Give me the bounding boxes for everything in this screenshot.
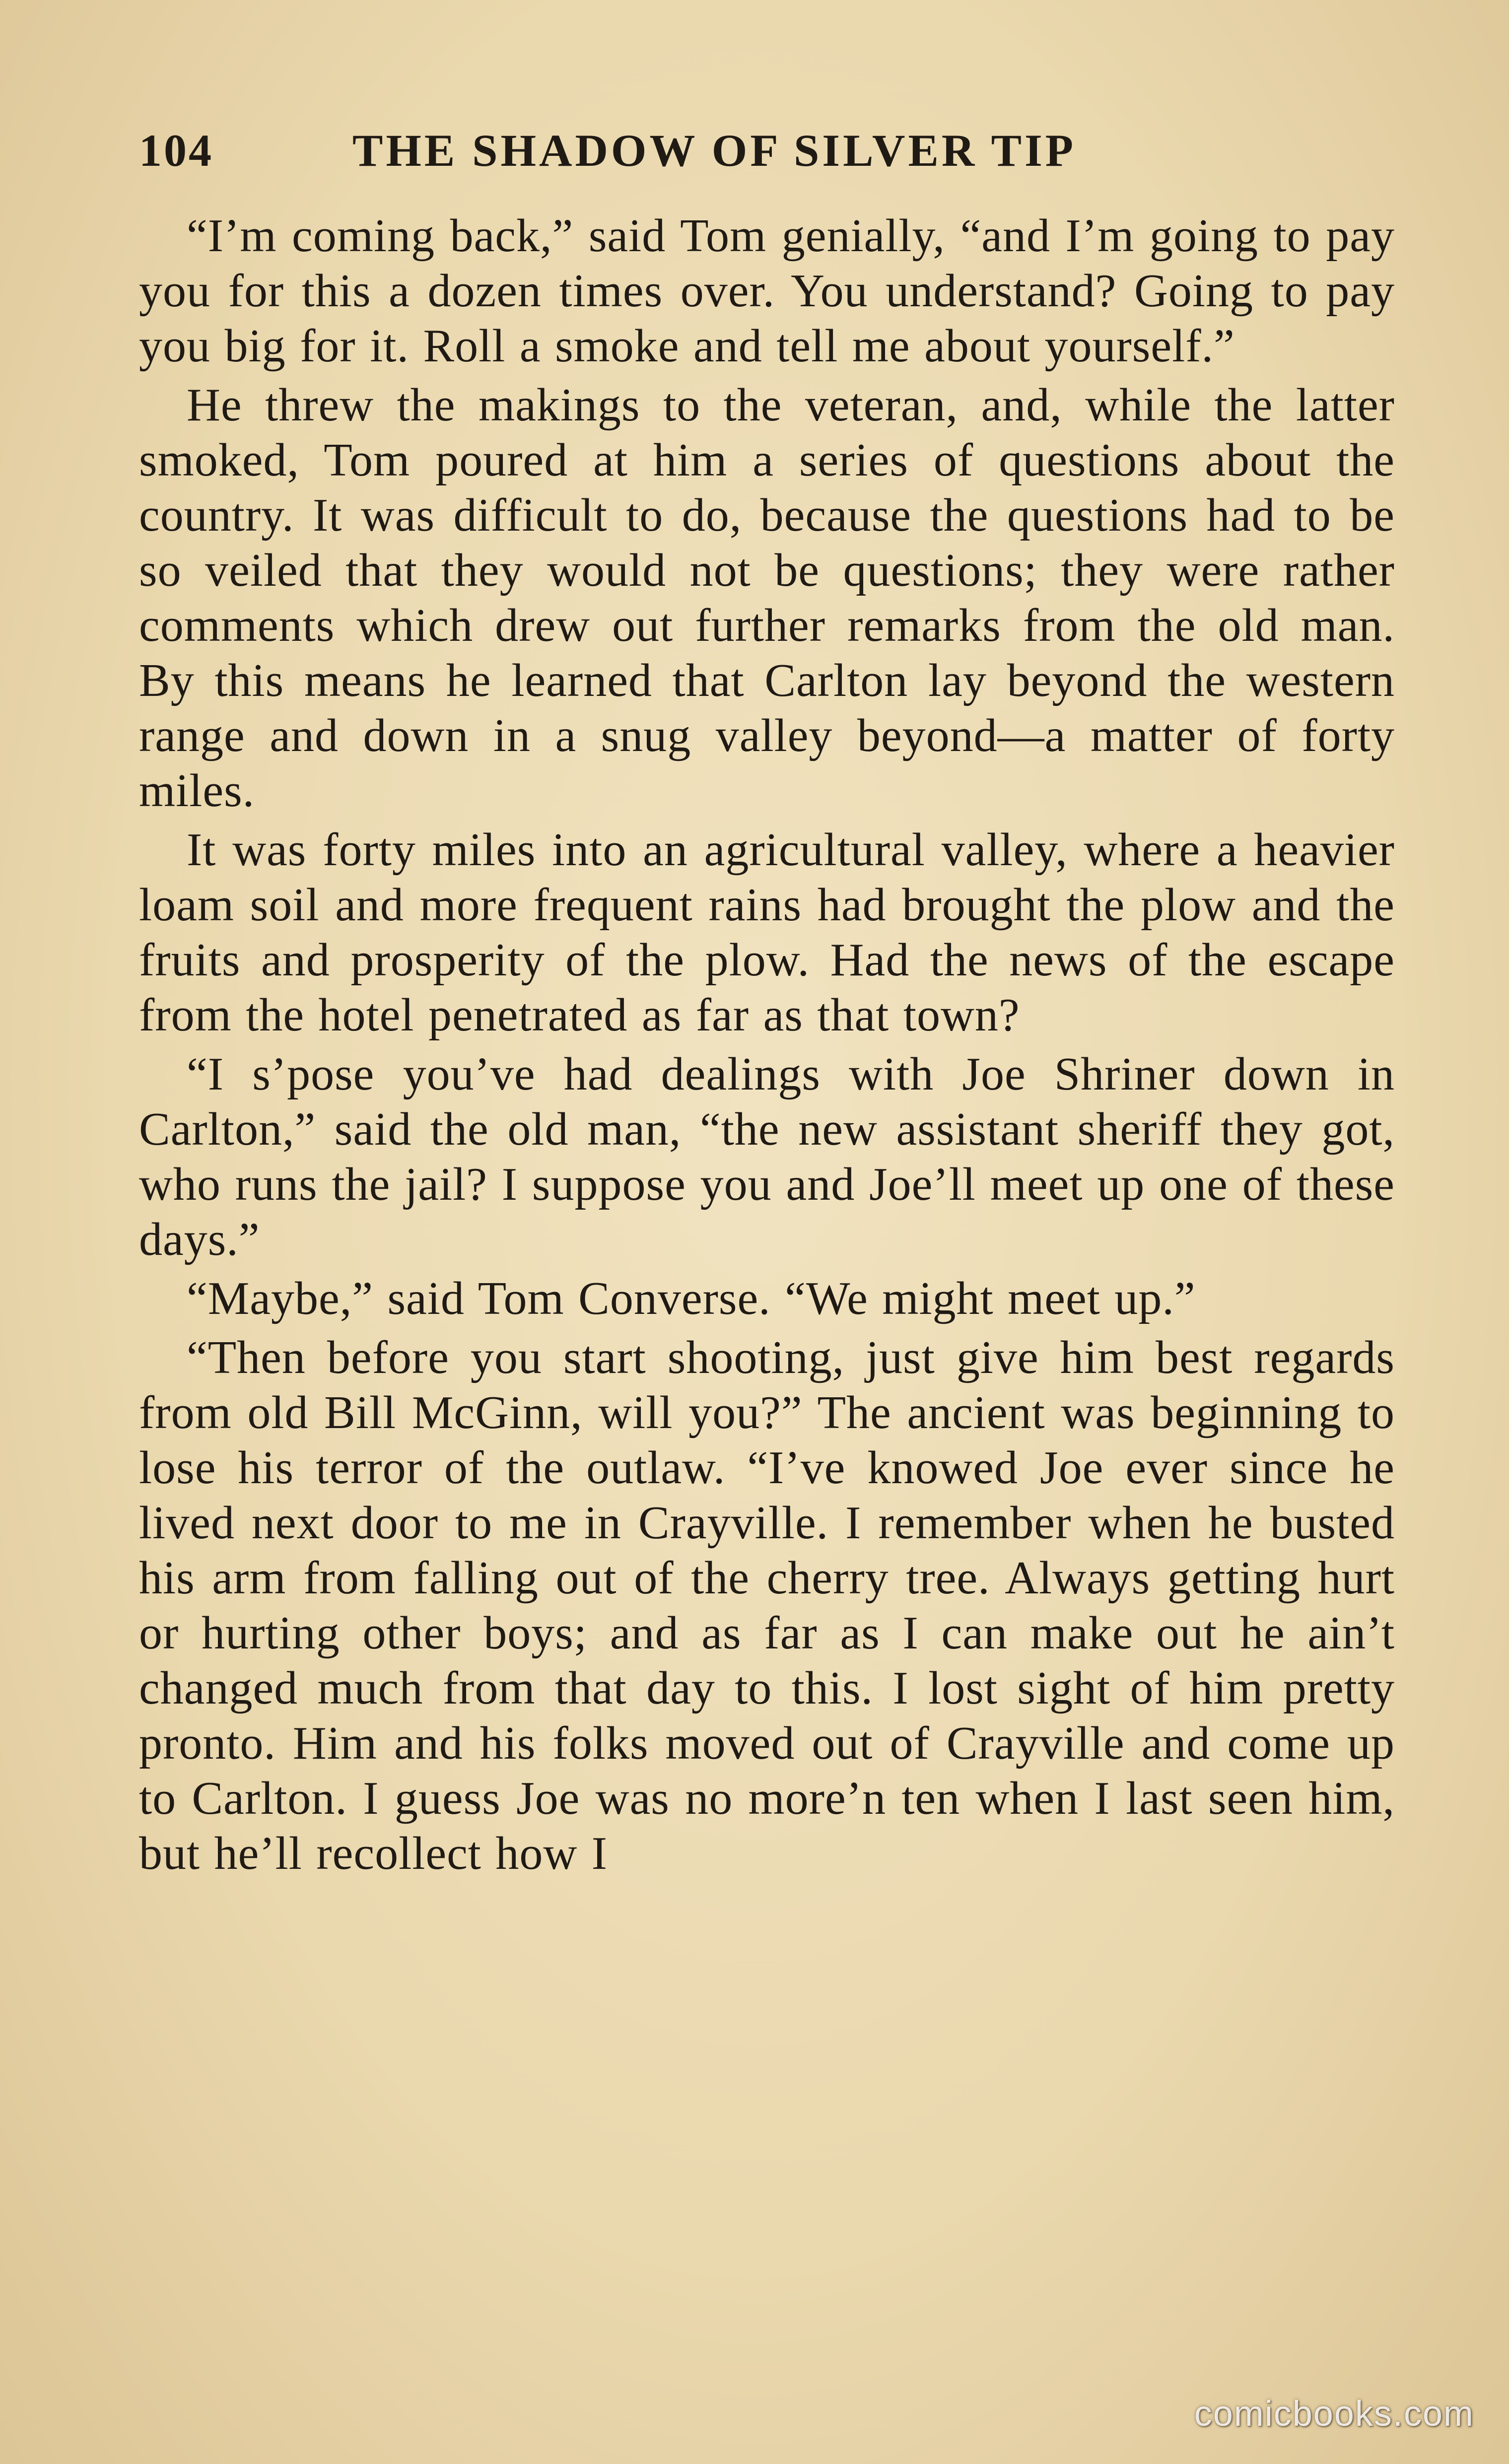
body-text xyxy=(139,208,1395,1881)
paragraph-1: “I’m coming back,” said Tom genially, “and I’m going to pay you for this a dozen times over. You understand? Going to pay you big for it. Roll a smoke and tell me about yourself.” xyxy=(139,210,1395,372)
paragraph-3: It was forty miles into an agricultural valley, where a heavier loam soil and more frequent rains had brought the plow and the fruits and prosperity of the plow. Had the news of the escape from the hotel penetrated as far as that town? xyxy=(139,824,1395,1041)
paragraph-6: “Then before you start shooting, just give him best regards from old Bill McGinn, will you?” The ancient was beginning to lose his terror of the outlaw. “I’ve knowed Joe ever since he lived next door to me in Crayville. I remember when he busted his arm from falling out of the cherry tree. Always getting hurt or hurting other boys; and as far as I can make out he ain’t changed much from that day to this. I lost sight of him pretty pronto. Him and his folks moved out of Crayville and come up to Carlton. I guess Joe was no more’n ten when I last seen him, but he’ll recollect how I xyxy=(139,1332,1395,1879)
paragraph-4: “I s’pose you’ve had dealings with Joe Shriner down in Carlton,” said the old man, “the new assistant sheriff they got, who runs the jail? I suppose you and Joe’ll meet up one of these days.” xyxy=(139,1048,1395,1265)
paragraph-2: He threw the makings to the veteran, and, while the latter smoked, Tom poured at him a series of questions about the country. It was difficult to do, because the questions had to be so veiled that they would not be questions; they were rather comments which drew out further remarks from the old man. By this means he learned that Carlton lay beyond the western range and down in a snug valley beyond—a matter of forty miles. xyxy=(139,379,1395,817)
page-number: 104 xyxy=(139,125,213,176)
running-head xyxy=(139,124,1395,208)
book-page xyxy=(139,124,1395,2358)
paragraph-5: “Maybe,” said Tom Converse. “We might meet up.” xyxy=(187,1273,1196,1324)
book-title: THE SHADOW OF SILVER TIP xyxy=(352,125,1076,176)
watermark: comicbooks.com xyxy=(1194,2394,1474,2434)
